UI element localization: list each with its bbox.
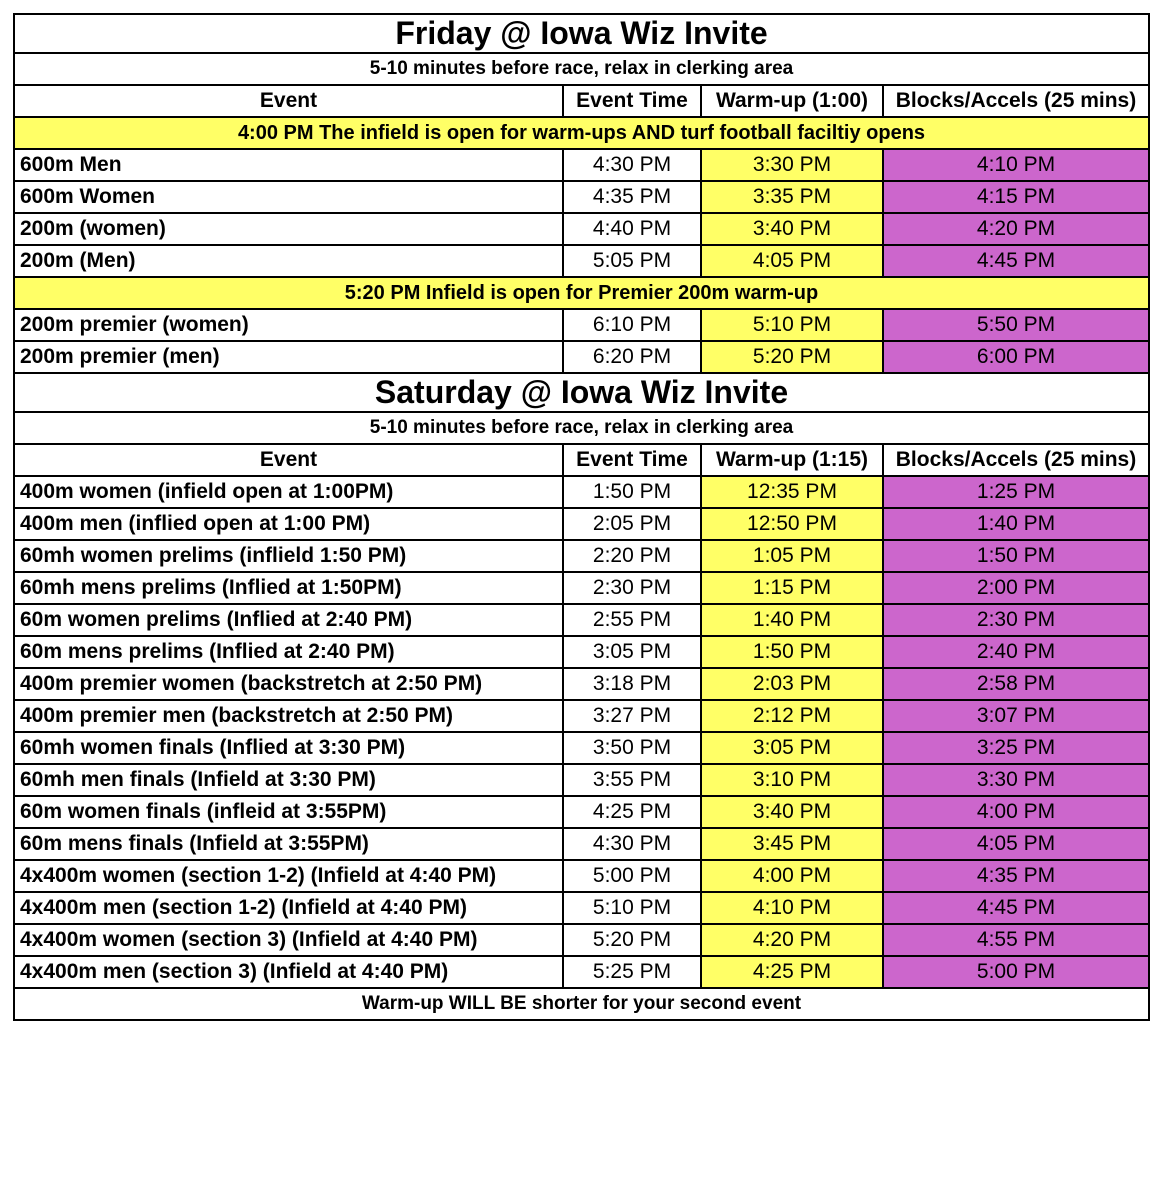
warmup-cell: 12:50 PM bbox=[701, 508, 883, 540]
table-row bbox=[14, 860, 1149, 892]
table-row bbox=[14, 924, 1149, 956]
blocks-cell: 6:00 PM bbox=[883, 341, 1149, 373]
warmup-cell: 3:40 PM bbox=[701, 213, 883, 245]
blocks-cell: 3:25 PM bbox=[883, 732, 1149, 764]
header-event-time: Event Time bbox=[563, 444, 701, 476]
table-row bbox=[14, 476, 1149, 508]
table-row bbox=[14, 668, 1149, 700]
event-time-cell: 2:05 PM bbox=[563, 508, 701, 540]
table-row bbox=[14, 341, 1149, 373]
event-cell: 60mh women prelims (inflield 1:50 PM) bbox=[14, 540, 563, 572]
friday-header-row bbox=[14, 85, 1149, 117]
friday-subtitle: 5-10 minutes before race, relax in clerking area bbox=[14, 53, 1149, 85]
event-cell: 200m premier (men) bbox=[14, 341, 563, 373]
blocks-cell: 1:50 PM bbox=[883, 540, 1149, 572]
table-row bbox=[14, 796, 1149, 828]
event-time-cell: 5:25 PM bbox=[563, 956, 701, 988]
header-event: Event bbox=[14, 444, 563, 476]
saturday-header-row bbox=[14, 444, 1149, 476]
warmup-cell: 3:30 PM bbox=[701, 149, 883, 181]
warmup-cell: 3:10 PM bbox=[701, 764, 883, 796]
saturday-title: Saturday @ Iowa Wiz Invite bbox=[14, 373, 1149, 412]
header-blocks: Blocks/Accels (25 mins) bbox=[883, 85, 1149, 117]
event-cell: 400m premier men (backstretch at 2:50 PM) bbox=[14, 700, 563, 732]
warmup-cell: 4:25 PM bbox=[701, 956, 883, 988]
warmup-cell: 3:35 PM bbox=[701, 181, 883, 213]
blocks-cell: 2:00 PM bbox=[883, 572, 1149, 604]
event-time-cell: 3:55 PM bbox=[563, 764, 701, 796]
event-cell: 60mh men finals (Infield at 3:30 PM) bbox=[14, 764, 563, 796]
table-row bbox=[14, 892, 1149, 924]
table-row bbox=[14, 732, 1149, 764]
blocks-cell: 3:07 PM bbox=[883, 700, 1149, 732]
event-cell: 60mh women finals (Inflied at 3:30 PM) bbox=[14, 732, 563, 764]
blocks-cell: 1:40 PM bbox=[883, 508, 1149, 540]
blocks-cell: 2:40 PM bbox=[883, 636, 1149, 668]
warmup-cell: 1:40 PM bbox=[701, 604, 883, 636]
event-cell: 4x400m men (section 1-2) (Infield at 4:40 PM) bbox=[14, 892, 563, 924]
event-cell: 200m premier (women) bbox=[14, 309, 563, 341]
warmup-cell: 5:10 PM bbox=[701, 309, 883, 341]
event-cell: 60m mens finals (Infield at 3:55PM) bbox=[14, 828, 563, 860]
event-cell: 4x400m women (section 3) (Infield at 4:40 PM) bbox=[14, 924, 563, 956]
event-cell: 400m women (infield open at 1:00PM) bbox=[14, 476, 563, 508]
blocks-cell: 4:20 PM bbox=[883, 213, 1149, 245]
event-cell: 60mh mens prelims (Inflied at 1:50PM) bbox=[14, 572, 563, 604]
warmup-cell: 4:20 PM bbox=[701, 924, 883, 956]
table-row bbox=[14, 572, 1149, 604]
event-cell: 600m Women bbox=[14, 181, 563, 213]
table-row bbox=[14, 604, 1149, 636]
blocks-cell: 4:05 PM bbox=[883, 828, 1149, 860]
table-row bbox=[14, 956, 1149, 988]
warmup-cell: 1:05 PM bbox=[701, 540, 883, 572]
table-row bbox=[14, 508, 1149, 540]
event-time-cell: 4:35 PM bbox=[563, 181, 701, 213]
blocks-cell: 4:45 PM bbox=[883, 892, 1149, 924]
event-time-cell: 5:20 PM bbox=[563, 924, 701, 956]
warmup-cell: 3:45 PM bbox=[701, 828, 883, 860]
table-row bbox=[14, 149, 1149, 181]
table-row bbox=[14, 828, 1149, 860]
event-cell: 4x400m women (section 1-2) (Infield at 4:40 PM) bbox=[14, 860, 563, 892]
event-time-cell: 3:50 PM bbox=[563, 732, 701, 764]
table-row bbox=[14, 636, 1149, 668]
warmup-cell: 3:05 PM bbox=[701, 732, 883, 764]
blocks-cell: 4:45 PM bbox=[883, 245, 1149, 277]
blocks-cell: 2:58 PM bbox=[883, 668, 1149, 700]
event-time-cell: 5:00 PM bbox=[563, 860, 701, 892]
header-warmup: Warm-up (1:00) bbox=[701, 85, 883, 117]
event-cell: 60m women prelims (Inflied at 2:40 PM) bbox=[14, 604, 563, 636]
event-time-cell: 4:40 PM bbox=[563, 213, 701, 245]
blocks-cell: 4:10 PM bbox=[883, 149, 1149, 181]
table-row bbox=[14, 213, 1149, 245]
table-row bbox=[14, 540, 1149, 572]
event-cell: 400m premier women (backstretch at 2:50 PM) bbox=[14, 668, 563, 700]
table-row bbox=[14, 309, 1149, 341]
header-warmup: Warm-up (1:15) bbox=[701, 444, 883, 476]
blocks-cell: 5:00 PM bbox=[883, 956, 1149, 988]
friday-note-infield: 4:00 PM The infield is open for warm-ups AND turf football faciltiy opens bbox=[14, 117, 1149, 149]
event-time-cell: 3:05 PM bbox=[563, 636, 701, 668]
event-cell: 200m (women) bbox=[14, 213, 563, 245]
warmup-cell: 4:05 PM bbox=[701, 245, 883, 277]
schedule-table bbox=[13, 13, 1150, 1021]
event-time-cell: 3:27 PM bbox=[563, 700, 701, 732]
warmup-cell: 1:15 PM bbox=[701, 572, 883, 604]
warmup-cell: 12:35 PM bbox=[701, 476, 883, 508]
event-time-cell: 6:20 PM bbox=[563, 341, 701, 373]
blocks-cell: 2:30 PM bbox=[883, 604, 1149, 636]
blocks-cell: 4:35 PM bbox=[883, 860, 1149, 892]
event-cell: 200m (Men) bbox=[14, 245, 563, 277]
table-row bbox=[14, 700, 1149, 732]
warmup-cell: 4:10 PM bbox=[701, 892, 883, 924]
warmup-cell: 2:03 PM bbox=[701, 668, 883, 700]
event-cell: 4x400m men (section 3) (Infield at 4:40 PM) bbox=[14, 956, 563, 988]
table-row bbox=[14, 764, 1149, 796]
event-time-cell: 3:18 PM bbox=[563, 668, 701, 700]
warmup-cell: 1:50 PM bbox=[701, 636, 883, 668]
table-row bbox=[14, 181, 1149, 213]
blocks-cell: 4:00 PM bbox=[883, 796, 1149, 828]
blocks-cell: 5:50 PM bbox=[883, 309, 1149, 341]
warmup-cell: 5:20 PM bbox=[701, 341, 883, 373]
footer-note: Warm-up WILL BE shorter for your second event bbox=[14, 988, 1149, 1020]
event-cell: 60m women finals (infleid at 3:55PM) bbox=[14, 796, 563, 828]
header-event: Event bbox=[14, 85, 563, 117]
event-time-cell: 4:30 PM bbox=[563, 149, 701, 181]
event-cell: 60m mens prelims (Inflied at 2:40 PM) bbox=[14, 636, 563, 668]
header-blocks: Blocks/Accels (25 mins) bbox=[883, 444, 1149, 476]
blocks-cell: 3:30 PM bbox=[883, 764, 1149, 796]
table-row bbox=[14, 245, 1149, 277]
event-cell: 600m Men bbox=[14, 149, 563, 181]
event-time-cell: 2:20 PM bbox=[563, 540, 701, 572]
header-event-time: Event Time bbox=[563, 85, 701, 117]
event-time-cell: 4:30 PM bbox=[563, 828, 701, 860]
event-time-cell: 2:30 PM bbox=[563, 572, 701, 604]
blocks-cell: 1:25 PM bbox=[883, 476, 1149, 508]
event-time-cell: 5:05 PM bbox=[563, 245, 701, 277]
warmup-cell: 4:00 PM bbox=[701, 860, 883, 892]
event-time-cell: 2:55 PM bbox=[563, 604, 701, 636]
blocks-cell: 4:15 PM bbox=[883, 181, 1149, 213]
friday-note-premier: 5:20 PM Infield is open for Premier 200m warm-up bbox=[14, 277, 1149, 309]
event-time-cell: 5:10 PM bbox=[563, 892, 701, 924]
blocks-cell: 4:55 PM bbox=[883, 924, 1149, 956]
event-cell: 400m men (inflied open at 1:00 PM) bbox=[14, 508, 563, 540]
warmup-cell: 3:40 PM bbox=[701, 796, 883, 828]
friday-title: Friday @ Iowa Wiz Invite bbox=[14, 14, 1149, 53]
event-time-cell: 6:10 PM bbox=[563, 309, 701, 341]
event-time-cell: 4:25 PM bbox=[563, 796, 701, 828]
warmup-cell: 2:12 PM bbox=[701, 700, 883, 732]
event-time-cell: 1:50 PM bbox=[563, 476, 701, 508]
saturday-subtitle: 5-10 minutes before race, relax in clerking area bbox=[14, 412, 1149, 444]
